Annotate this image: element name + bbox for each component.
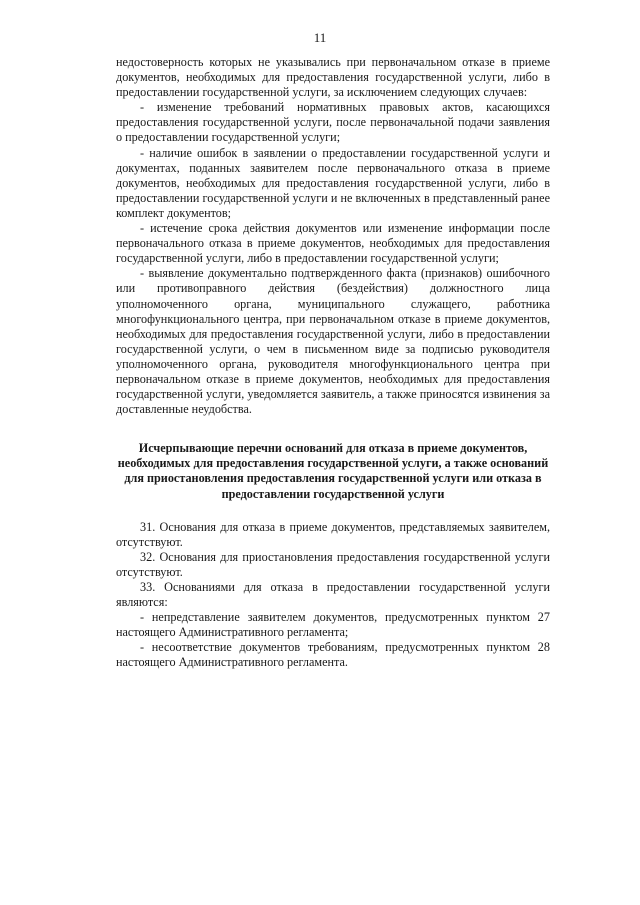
intro-paragraph: недостоверность которых не указывались при первоначальном отказе в приеме документов, необходимых для предоставления государственной услуги, либо в предоставлении государственной услуги, за исключением следующих случаев:	[116, 55, 550, 100]
section-heading: Исчерпывающие перечни оснований для отказа в приеме документов, необходимых для предоставления государственной услуги, а также оснований для приостановления предоставления государственной услуги или отказа в предоставлении государственной услуги	[117, 441, 549, 501]
page-number: 11	[313, 30, 327, 45]
clause-33-item: - несоответствие документов требованиям, предусмотренных пунктом 28 настоящего Административного регламента.	[116, 640, 550, 670]
case-item: - истечение срока действия документов или изменение информации после первоначального отказа в приеме документов, необходимых для предоставления государственной услуги, либо в предоставлении государственной услуги;	[116, 221, 550, 266]
clause-33-item: - непредставление заявителем документов, предусмотренных пунктом 27 настоящего Административного регламента;	[116, 610, 550, 640]
clause-32: 32. Основания для приостановления предоставления государственной услуги отсутствуют.	[116, 549, 550, 579]
case-item: - выявление документально подтвержденного факта (признаков) ошибочного или противоправного действия (бездействия) должностного лица уполномоченного органа, муниципального служащего, работника многофункционального центра, при первоначальном отказе в приеме документов, необходимых для предоставления государственной услуги, либо в предоставлении государственной услуги, о чем в письменном виде за подписью руководителя уполномоченного органа, руководителя многофункционального центра при первоначальном отказе в приеме документов, необходимых для предоставления государственной услуги, уведомляется заявитель, а также приносятся извинения за доставленные неудобства.	[116, 266, 550, 417]
clause-33: 33. Основаниями для отказа в предоставлении государственной услуги являются:	[116, 580, 550, 610]
case-item: - наличие ошибок в заявлении о предоставлении государственной услуги и документах, поданных заявителем после первоначального отказа в приеме документов, необходимых для предоставления государственной услуги, либо в предоставлении государственной услуги и не включенных в представленный ранее комплект документов;	[116, 145, 550, 220]
case-item: - изменение требований нормативных правовых актов, касающихся предоставления государственной услуги, после первоначальной подачи заявления о предоставлении государственной услуги;	[116, 100, 550, 145]
clause-31: 31. Основания для отказа в приеме документов, представляемых заявителем, отсутствуют.	[116, 519, 550, 549]
document-body	[116, 55, 550, 671]
